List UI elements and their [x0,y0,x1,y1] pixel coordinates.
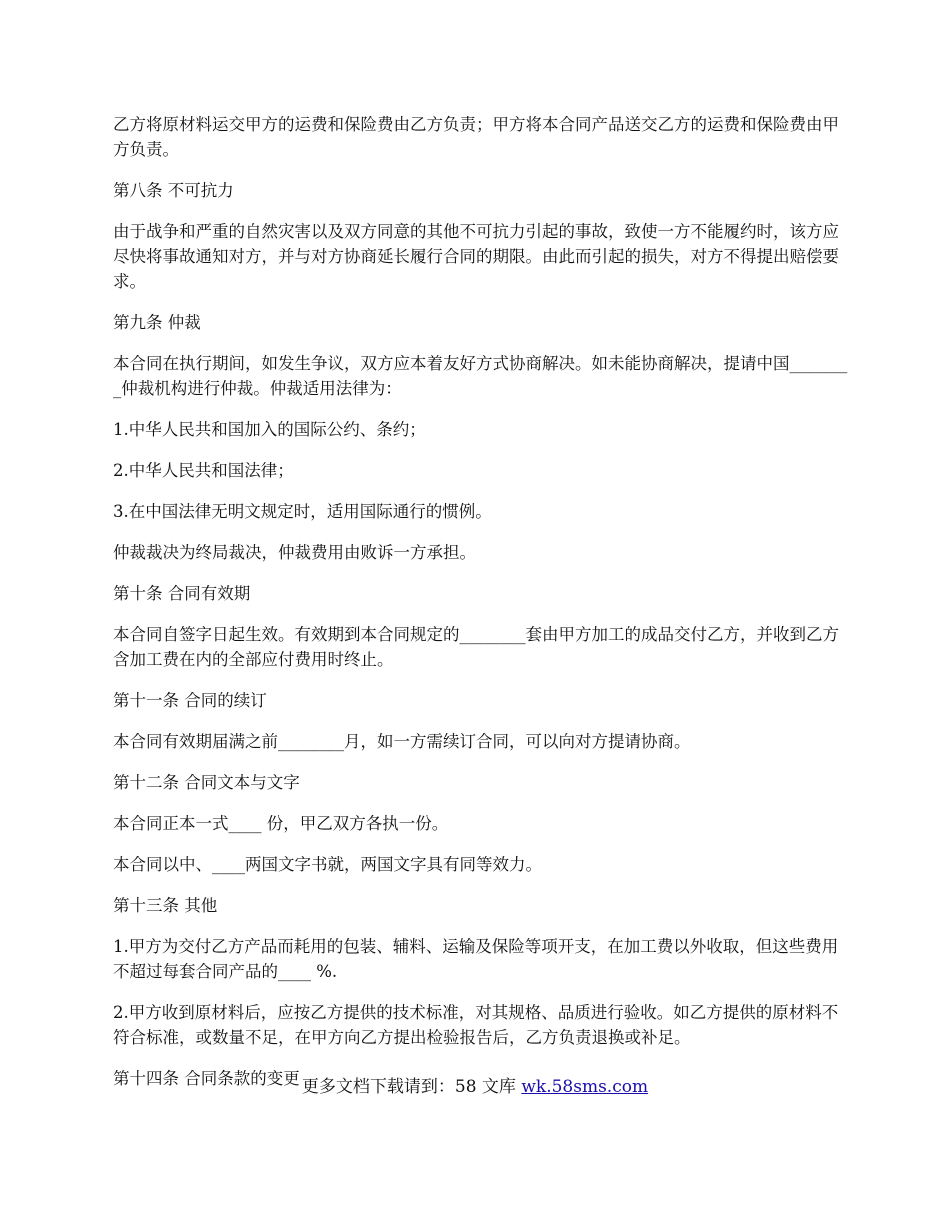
paragraph: 本合同正本一式____ 份，甲乙双方各执一份。 [113,814,449,833]
list-item: 1.甲方为交付乙方产品而耗用的包装、辅料、运输及保险等项开支，在加工费以外收取，但这些费用不超过每套合同产品的____ %. [113,937,839,981]
footer-link[interactable]: wk.58sms.com [521,1077,649,1097]
paragraph: 本合同自签字日起生效。有效期到本合同规定的________套由甲方加工的成品交付乙方，并收到乙方含加工费在内的全部应付费用时终止。 [113,625,839,669]
paragraph: 本合同有效期届满之前________月，如一方需续订合同，可以向对方提请协商。 [113,732,691,751]
paragraph: 仲裁裁决为终局裁决，仲裁费用由败诉一方承担。 [113,543,476,562]
list-item: 2.甲方收到原材料后，应按乙方提供的技术标准，对其规格、品质进行验收。如乙方提供的原材料不符合标准，或数量不足，在甲方向乙方提出检验报告后，乙方负责退换或补足。 [113,1003,839,1047]
section-heading: 第十四条 合同条款的变更 [113,1069,300,1088]
section-heading: 第十条 合同有效期 [113,584,251,603]
paragraph: 本合同在执行期间，如发生争议，双方应本着友好方式协商解决。如未能协商解决，提请中国________仲裁机构进行仲裁。仲裁适用法律为： [113,354,848,398]
paragraph: 本合同以中、____两国文字书就，两国文字具有同等效力。 [113,855,542,874]
paragraph: 由于战争和严重的自然灾害以及双方同意的其他不可抗力引起的事故，致使一方不能履约时，该方应尽快将事故通知对方，并与对方协商延长履行合同的期限。由此而引起的损失，对方不得提出赔偿要求。 [113,222,839,291]
list-item: 2.中华人民共和国法律； [113,461,294,480]
section-heading: 第十三条 其他 [113,896,218,915]
paragraph: 乙方将原材料运交甲方的运费和保险费由乙方负责；甲方将本合同产品送交乙方的运费和保险费由甲方负责。 [113,115,839,159]
list-item: 1.中华人民共和国加入的国际公约、条约； [113,420,426,439]
section-heading: 第八条 不可抗力 [113,181,234,200]
section-heading: 第十二条 合同文本与文字 [113,773,300,792]
document-body [113,112,853,1107]
footer-text: 更多文档下载请到：58 文库 [301,1077,522,1097]
section-heading: 第九条 仲裁 [113,313,201,332]
list-item: 3.在中国法律无明文规定时，适用国际通行的惯例。 [113,502,492,521]
section-heading: 第十一条 合同的续订 [113,691,267,710]
download-footer [0,1075,950,1100]
